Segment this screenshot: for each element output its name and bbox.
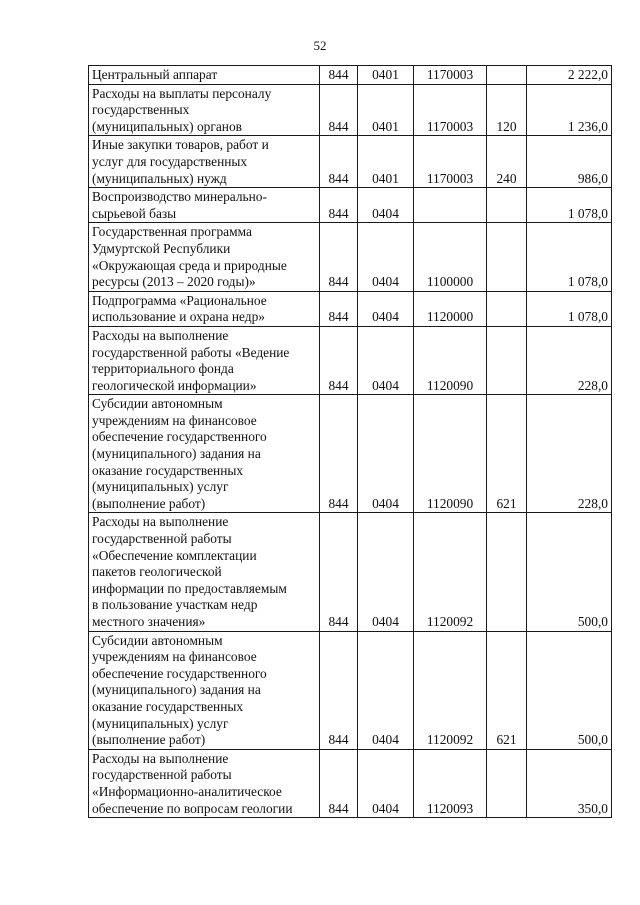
expense-name-cell: Субсидии автономным учреждениям на финансовое обеспечение государственного (муниципального) задания на оказание государственных (муниципальных) услуг (выполнение работ)	[89, 631, 320, 749]
amount-cell: 500,0	[527, 631, 612, 749]
target-code-cell	[414, 188, 487, 223]
section-code-cell: 0404	[358, 223, 414, 291]
page-number: 52	[313, 38, 327, 53]
expense-name-cell: Расходы на выполнение государственной работы «Информационно-аналитическое обеспечение по вопросам геологии	[89, 749, 320, 817]
grbs-code-cell: 844	[320, 631, 358, 749]
grbs-code-cell: 844	[320, 291, 358, 326]
table-row	[89, 395, 612, 513]
amount-cell: 350,0	[527, 749, 612, 817]
expense-type-cell	[487, 513, 527, 631]
grbs-code-cell: 844	[320, 136, 358, 188]
amount-cell: 1 078,0	[527, 188, 612, 223]
section-code-cell: 0404	[358, 188, 414, 223]
table-row	[89, 291, 612, 326]
section-code-cell: 0404	[358, 395, 414, 513]
expense-name-cell: Центральный аппарат	[89, 66, 320, 85]
expense-type-cell	[487, 66, 527, 85]
section-code-cell: 0401	[358, 136, 414, 188]
expense-name-cell: Иные закупки товаров, работ и услуг для государственных (муниципальных) нужд	[89, 136, 320, 188]
section-code-cell: 0404	[358, 631, 414, 749]
target-code-cell: 1170003	[414, 136, 487, 188]
grbs-code-cell: 844	[320, 188, 358, 223]
expense-name-cell: Государственная программа Удмуртской Республики «Окружающая среда и природные ресурсы (2013 – 2020 годы)»	[89, 223, 320, 291]
amount-cell: 2 222,0	[527, 66, 612, 85]
expense-type-cell	[487, 223, 527, 291]
grbs-code-cell: 844	[320, 395, 358, 513]
table-row	[89, 513, 612, 631]
target-code-cell: 1120092	[414, 513, 487, 631]
expense-type-cell	[487, 291, 527, 326]
table-row	[89, 188, 612, 223]
section-code-cell: 0401	[358, 66, 414, 85]
target-code-cell: 1170003	[414, 66, 487, 85]
amount-cell: 1 078,0	[527, 223, 612, 291]
table-row	[89, 66, 612, 85]
expense-name-cell: Расходы на выполнение государственной работы «Обеспечение комплектации пакетов геологической информации по предоставляемым в пользование участкам недр местного значения»	[89, 513, 320, 631]
budget-table	[88, 65, 612, 818]
table-row	[89, 136, 612, 188]
target-code-cell: 1120093	[414, 749, 487, 817]
expense-name-cell: Расходы на выполнение государственной работы «Ведение территориального фонда геологической информации»	[89, 326, 320, 394]
amount-cell: 228,0	[527, 395, 612, 513]
section-code-cell: 0401	[358, 84, 414, 136]
expense-type-cell: 621	[487, 395, 527, 513]
section-code-cell: 0404	[358, 326, 414, 394]
target-code-cell: 1120090	[414, 326, 487, 394]
expense-type-cell: 120	[487, 84, 527, 136]
grbs-code-cell: 844	[320, 66, 358, 85]
expense-name-cell: Субсидии автономным учреждениям на финансовое обеспечение государственного (муниципального) задания на оказание государственных (муниципальных) услуг (выполнение работ)	[89, 395, 320, 513]
target-code-cell: 1120000	[414, 291, 487, 326]
table-row	[89, 326, 612, 394]
expense-type-cell	[487, 188, 527, 223]
grbs-code-cell: 844	[320, 223, 358, 291]
amount-cell: 500,0	[527, 513, 612, 631]
table-row	[89, 631, 612, 749]
grbs-code-cell: 844	[320, 749, 358, 817]
amount-cell: 1 078,0	[527, 291, 612, 326]
section-code-cell: 0404	[358, 291, 414, 326]
section-code-cell: 0404	[358, 749, 414, 817]
expense-name-cell: Расходы на выплаты персоналу государственных (муниципальных) органов	[89, 84, 320, 136]
amount-cell: 986,0	[527, 136, 612, 188]
grbs-code-cell: 844	[320, 326, 358, 394]
grbs-code-cell: 844	[320, 513, 358, 631]
grbs-code-cell: 844	[320, 84, 358, 136]
expense-name-cell: Воспроизводство минерально- сырьевой базы	[89, 188, 320, 223]
expense-type-cell: 621	[487, 631, 527, 749]
target-code-cell: 1100000	[414, 223, 487, 291]
target-code-cell: 1120090	[414, 395, 487, 513]
expense-type-cell	[487, 749, 527, 817]
target-code-cell: 1170003	[414, 84, 487, 136]
amount-cell: 1 236,0	[527, 84, 612, 136]
table-row	[89, 749, 612, 817]
table-row	[89, 223, 612, 291]
expense-type-cell	[487, 326, 527, 394]
budget-table-body	[89, 66, 612, 818]
expense-name-cell: Подпрограмма «Рациональное использование и охрана недр»	[89, 291, 320, 326]
amount-cell: 228,0	[527, 326, 612, 394]
section-code-cell: 0404	[358, 513, 414, 631]
expense-type-cell: 240	[487, 136, 527, 188]
target-code-cell: 1120092	[414, 631, 487, 749]
table-row	[89, 84, 612, 136]
